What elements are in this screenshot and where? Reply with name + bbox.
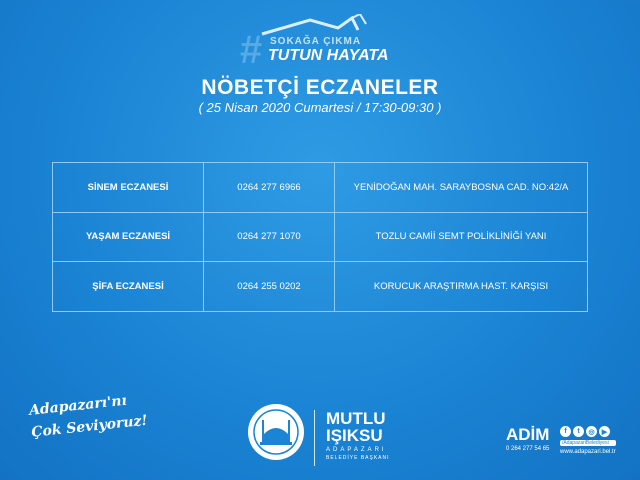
pharmacy-table (52, 162, 588, 312)
pharmacy-name: SİNEM ECZANESİ (53, 163, 204, 213)
municipality-seal-icon (246, 402, 306, 462)
pharmacy-phone: 0264 277 6966 (204, 163, 335, 213)
instagram-icon[interactable]: ◎ (586, 426, 597, 437)
pharmacy-address: YENİDOĞAN MAH. SARAYBOSNA CAD. NO:42/A (335, 163, 588, 213)
facebook-icon[interactable]: f (560, 426, 571, 437)
website-link[interactable]: www.adapazari.bel.tr (560, 449, 616, 455)
mayor-name-line-2: IŞIKSU (326, 426, 383, 445)
campaign-logo (240, 14, 410, 70)
adim-phone: 0 264 277 54 65 (506, 446, 550, 452)
twitter-icon[interactable]: t (573, 426, 584, 437)
adim-block (506, 426, 549, 452)
roof-icon (240, 14, 410, 38)
campaign-big-text: TUTUN HAYATA (268, 47, 389, 64)
mayor-role: BELEDİYE BAŞKANI (326, 455, 390, 461)
pharmacy-phone: 0264 277 1070 (204, 212, 335, 262)
adim-logo: ADİM (506, 425, 550, 444)
pharmacy-phone: 0264 255 0202 (204, 262, 335, 312)
social-handle: /AdapazariBelediyesi (560, 440, 616, 446)
slogan-line-2: Çok Seviyoruz! (30, 412, 149, 441)
page-title: NÖBETÇİ ECZANELER (201, 76, 439, 99)
pharmacy-address: KORUCUK ARAŞTIRMA HAST. KARŞISI (335, 262, 588, 312)
pharmacy-name: ŞİFA ECZANESİ (53, 262, 204, 312)
campaign-small-text: SOKAĞA ÇIKMA (270, 36, 362, 47)
footer-divider (314, 410, 315, 466)
social-icons (560, 426, 616, 437)
mayor-block (326, 410, 390, 461)
mayor-name-line-1: MUTLU (326, 409, 386, 428)
slogan (28, 388, 149, 444)
table-row (53, 212, 588, 262)
mayor-city: ADAPAZARI (326, 447, 387, 453)
table-row (53, 163, 588, 213)
slogan-line-1: Adapazarı'nı (28, 392, 128, 419)
page-subtitle: ( 25 Nisan 2020 Cumartesi / 17:30-09:30 ) (198, 100, 442, 115)
hashtag: # (240, 28, 263, 72)
youtube-icon[interactable]: ▶ (599, 426, 610, 437)
pharmacy-address: TOZLU CAMİİ SEMT POLİKLİNİĞİ YANI (335, 212, 588, 262)
pharmacy-name: YAŞAM ECZANESİ (53, 212, 204, 262)
social-block (560, 426, 616, 455)
table-row (53, 262, 588, 312)
